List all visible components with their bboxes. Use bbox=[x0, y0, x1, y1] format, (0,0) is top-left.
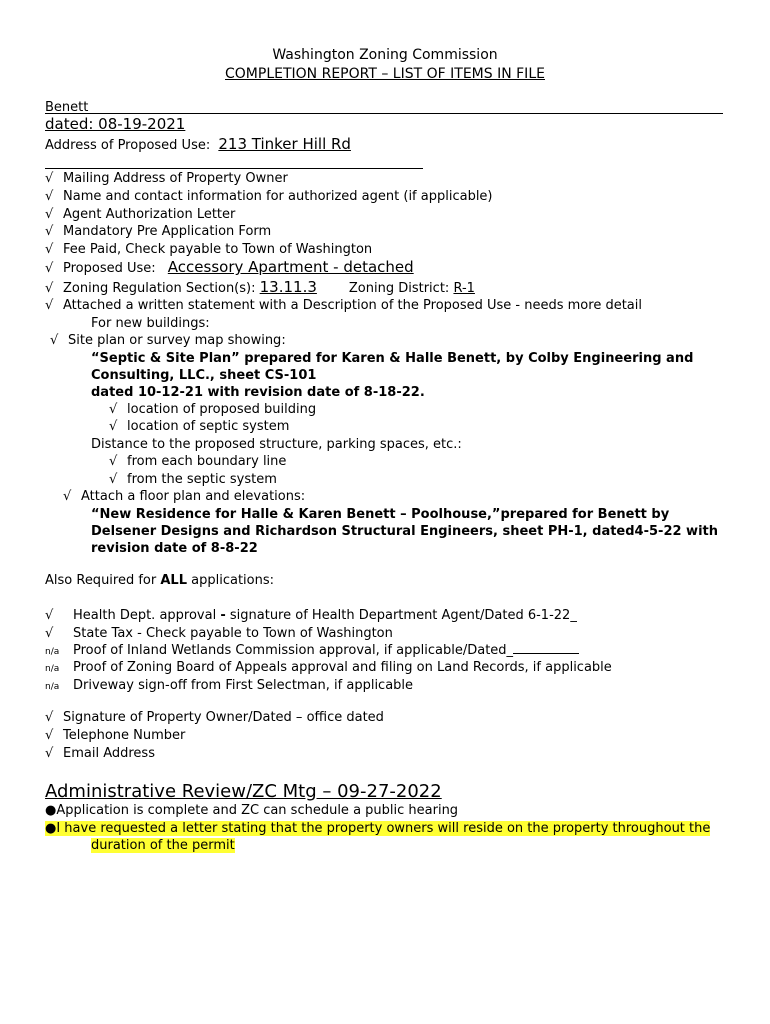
check-icon: √ bbox=[45, 242, 54, 257]
review-note-2-cont: duration of the permit bbox=[91, 838, 235, 853]
req-zba: n/a Proof of Zoning Board of Appeals approval and filing on Land Records, if applicable bbox=[45, 659, 612, 678]
zoning-section-value: 13.11.3 bbox=[259, 278, 317, 296]
also-required-heading: Also Required for ALL applications: bbox=[45, 573, 275, 588]
check-icon: √ bbox=[45, 261, 54, 276]
check-icon: √ bbox=[109, 402, 118, 417]
item-pre-app: √ Mandatory Pre Application Form bbox=[45, 224, 272, 239]
req-state-tax: √ State Tax - Check payable to Town of Washington bbox=[45, 626, 393, 641]
site-plan-desc-1: “Septic & Site Plan” prepared for Karen & Halle Benett, by Colby Engineering and bbox=[91, 351, 694, 366]
floor-plan-desc-2: Delsener Designs and Richardson Structural Engineers, sheet PH-1, dated4-5-22 with bbox=[91, 524, 718, 539]
na-mark: n/a bbox=[45, 682, 60, 692]
check-icon: √ bbox=[45, 224, 54, 239]
item-contact: √ Name and contact information for authorized agent (if applicable) bbox=[45, 189, 493, 204]
check-icon: √ bbox=[45, 207, 54, 222]
req-health: √ Health Dept. approval - signature of Health Department Agent/Dated 6-1-22_ bbox=[45, 608, 577, 623]
review-heading: Administrative Review/ZC Mtg – 09-27-2022 bbox=[45, 781, 442, 802]
na-mark: n/a bbox=[45, 647, 60, 657]
proposed-use-value: Accessory Apartment - detached bbox=[167, 258, 414, 276]
check-icon: √ bbox=[45, 746, 54, 761]
req-wetlands: n/a Proof of Inland Wetlands Commission approval, if applicable/Dated_ bbox=[45, 642, 579, 661]
item-fee: √ Fee Paid, Check payable to Town of Washington bbox=[45, 242, 373, 257]
item-site-plan: √ Site plan or survey map showing: bbox=[50, 333, 286, 348]
check-icon: √ bbox=[45, 298, 54, 313]
check-icon: √ bbox=[50, 333, 59, 348]
document-subtitle: COMPLETION REPORT – LIST OF ITEMS IN FILE bbox=[225, 66, 545, 82]
item-from-boundary: √ from each boundary line bbox=[109, 454, 287, 469]
applicant-name: Benett bbox=[45, 100, 89, 115]
item-from-septic: √ from the septic system bbox=[109, 472, 277, 487]
site-plan-desc-3: dated 10-12-21 with revision date of 8-18-22. bbox=[91, 385, 425, 400]
na-mark: n/a bbox=[45, 664, 60, 674]
address-value: 213 Tinker Hill Rd bbox=[218, 135, 351, 153]
check-icon: √ bbox=[45, 189, 54, 204]
check-icon: √ bbox=[45, 626, 54, 641]
check-icon: √ bbox=[45, 281, 54, 296]
new-buildings-label: For new buildings: bbox=[91, 316, 210, 331]
review-note-2: ●I have requested a letter stating that the property owners will reside on the property throughout the bbox=[45, 821, 711, 836]
item-mailing: √ Mailing Address of Property Owner bbox=[45, 171, 288, 186]
sig-signature: √ Signature of Property Owner/Dated – office dated bbox=[45, 710, 384, 725]
bullet-icon: ● bbox=[45, 821, 57, 836]
item-authorization: √ Agent Authorization Letter bbox=[45, 207, 236, 222]
check-icon: √ bbox=[109, 454, 118, 469]
floor-plan-desc-3: revision date of 8-8-22 bbox=[91, 541, 258, 556]
zoning-district-value: R-1 bbox=[453, 281, 475, 296]
item-proposed-use: √ Proposed Use: Accessory Apartment - detached bbox=[45, 259, 422, 277]
wetlands-date-blank bbox=[513, 642, 579, 654]
distance-label: Distance to the proposed structure, parking spaces, etc.: bbox=[91, 437, 462, 452]
name-underline bbox=[45, 113, 723, 114]
check-icon: √ bbox=[45, 710, 54, 725]
req-driveway: n/a Driveway sign-off from First Selectman, if applicable bbox=[45, 677, 413, 696]
sig-telephone: √ Telephone Number bbox=[45, 728, 186, 743]
bullet-icon: ● bbox=[45, 803, 57, 818]
item-zoning: √ Zoning Regulation Section(s): 13.11.3 Zoning District: R-1 bbox=[45, 279, 553, 297]
item-floor-plan: √ Attach a floor plan and elevations: bbox=[63, 489, 306, 504]
sig-email: √ Email Address bbox=[45, 746, 155, 761]
check-icon: √ bbox=[45, 608, 54, 623]
item-loc-septic: √ location of septic system bbox=[109, 419, 290, 434]
review-note-1: ●Application is complete and ZC can schedule a public hearing bbox=[45, 803, 459, 818]
check-icon: √ bbox=[109, 472, 118, 487]
site-plan-desc-2: Consulting, LLC., sheet CS-101 bbox=[91, 368, 317, 383]
address-underline bbox=[45, 168, 423, 169]
document-title: Washington Zoning Commission bbox=[272, 47, 498, 63]
address-line: Address of Proposed Use: 213 Tinker Hill Rd bbox=[45, 136, 365, 154]
check-icon: √ bbox=[109, 419, 118, 434]
applicant-dated: dated: 08-19-2021 bbox=[45, 115, 186, 133]
item-statement: √ Attached a written statement with a Description of the Proposed Use - needs more detail bbox=[45, 298, 642, 313]
check-icon: √ bbox=[45, 171, 54, 186]
floor-plan-desc-1: “New Residence for Halle & Karen Benett – Poolhouse,”prepared for Benett by bbox=[91, 507, 670, 522]
item-loc-building: √ location of proposed building bbox=[109, 402, 317, 417]
check-icon: √ bbox=[63, 489, 72, 504]
check-icon: √ bbox=[45, 728, 54, 743]
